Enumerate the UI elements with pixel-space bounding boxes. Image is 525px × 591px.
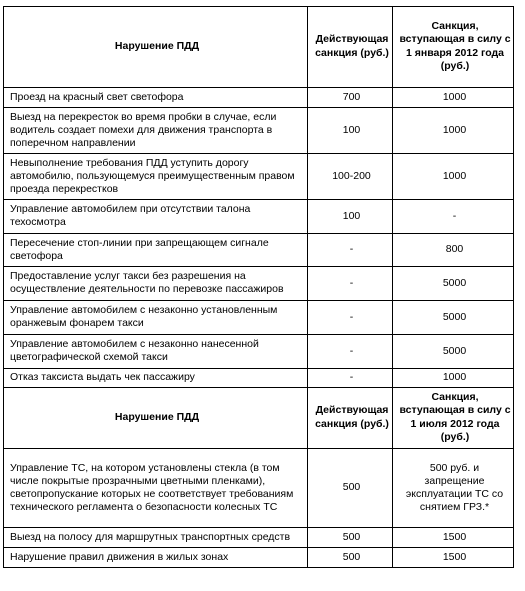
table-row [4,335,514,369]
new-sanction-cell: 1500 [393,528,514,548]
new-sanction-cell: 1000 [393,88,514,108]
new-sanction-cell: 1500 [393,548,514,568]
table-row [4,548,514,568]
new-sanction-cell: 1000 [393,369,514,388]
new-sanction-cell: 1000 [393,108,514,154]
table-row [4,528,514,548]
violation-cell: Отказ таксиста выдать чек пассажиру [4,369,308,388]
violation-cell: Выезд на полосу для маршрутных транспортных средств [4,528,308,548]
table-header-row [4,7,514,88]
fines-table [3,6,514,568]
violation-cell: Пересечение стоп-линии при запрещающем сигнале светофора [4,234,308,267]
header-violation: Нарушение ПДД [4,388,308,449]
violation-cell: Проезд на красный свет светофора [4,88,308,108]
table-row [4,200,514,234]
header-new-sanction: Санкция, вступающая в силу с 1 января 2012 года (руб.) [393,7,514,88]
current-sanction-cell: - [308,335,393,369]
table-row [4,449,514,528]
new-sanction-cell: 1000 [393,154,514,200]
table-row [4,301,514,335]
table-row [4,267,514,301]
current-sanction-cell: - [308,301,393,335]
violation-cell: Управление автомобилем с незаконно нанесенной цветографической схемой такси [4,335,308,369]
violation-cell: Управление ТС, на котором установлены стекла (в том числе покрытые прозрачными цветными пленками), светопропускание которых не соответствует требованиям технического регламента о безопасности колесных ТС [4,449,308,528]
new-sanction-cell: - [393,200,514,234]
table-header-row [4,388,514,449]
violation-cell: Нарушение правил движения в жилых зонах [4,548,308,568]
current-sanction-cell: 100 [308,200,393,234]
violation-cell: Предоставление услуг такси без разрешения на осуществление деятельности по перевозке пассажиров [4,267,308,301]
current-sanction-cell: 500 [308,449,393,528]
violation-cell: Управление автомобилем с незаконно установленным оранжевым фонарем такси [4,301,308,335]
header-current-sanction: Действующая санкция (руб.) [308,388,393,449]
new-sanction-cell: 500 руб. и запрещение эксплуатации ТС со снятием ГРЗ.* [393,449,514,528]
new-sanction-cell: 5000 [393,267,514,301]
new-sanction-cell: 5000 [393,301,514,335]
new-sanction-cell: 5000 [393,335,514,369]
violation-cell: Выезд на перекресток во время пробки в случае, если водитель создает помехи для движения транспорта в поперечном направлении [4,108,308,154]
current-sanction-cell: - [308,234,393,267]
current-sanction-cell: 500 [308,548,393,568]
current-sanction-cell: 700 [308,88,393,108]
violation-cell: Невыполнение требования ПДД уступить дорогу автомобилю, пользующемуся преимущественным правом проезда перекрестков [4,154,308,200]
table-row [4,369,514,388]
current-sanction-cell: 500 [308,528,393,548]
header-new-sanction: Санкция, вступающая в силу с 1 июля 2012 года (руб.) [393,388,514,449]
table-row [4,88,514,108]
header-violation: Нарушение ПДД [4,7,308,88]
new-sanction-cell: 800 [393,234,514,267]
current-sanction-cell: - [308,267,393,301]
current-sanction-cell: 100 [308,108,393,154]
violation-cell: Управление автомобилем при отсутствии талона техосмотра [4,200,308,234]
current-sanction-cell: - [308,369,393,388]
table-row [4,234,514,267]
table-row [4,154,514,200]
header-current-sanction: Действующая санкция (руб.) [308,7,393,88]
current-sanction-cell: 100-200 [308,154,393,200]
table-row [4,108,514,154]
